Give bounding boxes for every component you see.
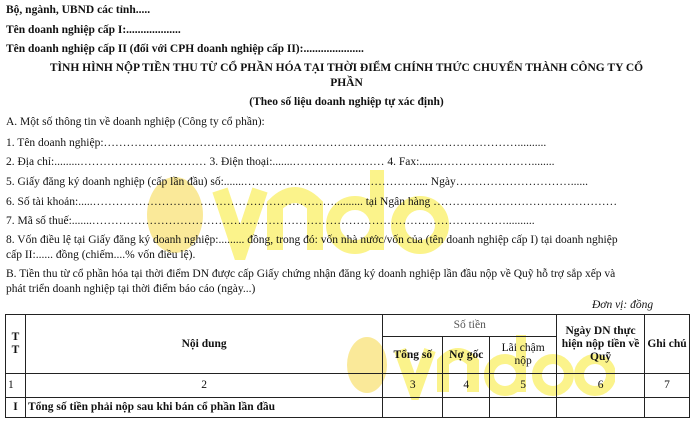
enterprise-level2-line: Tên doanh nghiệp cấp II (đối với CPH doanh nghiệp cấp II):..................... <box>6 43 364 55</box>
page-title: TÌNH HÌNH NỘP TIỀN THU TỪ CỔ PHẦN HÓA TẠI THỜI ĐIỂM CHÍNH THỨC CHUYỂN THÀNH CÔNG TY CỔ <box>49 62 644 74</box>
field-tax-code: 7. Mã số thuế:.......……………………………………………………………………………………………….......... <box>6 215 535 227</box>
header-tt: T T <box>6 315 26 374</box>
header-amount: Số tiền <box>383 315 557 337</box>
header-content: Nội dung <box>25 315 382 374</box>
field-address-phone-fax: 2. Địa chỉ:.........…………………………… 3. Điện thoại:.......…………………… 4. Fax:.......……………………........ <box>6 156 555 168</box>
col-number: 6 <box>557 374 645 398</box>
field-enterprise-name: 1. Tên doanh nghiệp:……………………………………………………………………………………………….......... <box>6 137 547 149</box>
section-b-heading: B. Tiền thu từ cổ phần hóa tại thời điểm DN được cấp Giấy chứng nhận đăng ký doanh nghiệp lần đầu nộp về Quỹ hỗ trợ sắp xếp và <box>6 268 616 280</box>
section-a-heading: A. Một số thông tin về doanh nghiệp (Công ty cổ phần): <box>6 116 265 128</box>
page-title-cont: PHẦN <box>330 77 363 89</box>
col-number: 7 <box>645 374 690 398</box>
field-registration: 5. Giấy đăng ký doanh nghiệp (cấp lần đầu) số:.......……………………………………….... Ngày…………………………...... <box>6 176 588 188</box>
ministry-line: Bộ, ngành, UBND các tỉnh..... <box>6 4 151 16</box>
row-note <box>645 398 690 418</box>
page-subtitle: (Theo số liệu doanh nghiệp tự xác định) <box>249 96 444 108</box>
row-date-paid <box>557 398 645 418</box>
header-principal: Nợ gốc <box>443 337 490 374</box>
payment-table <box>5 314 690 418</box>
row-principal <box>443 398 490 418</box>
field-bank-account: 6. Số tài khoản:.....……………………………………………………….......... tại Ngân hàng ………………………………………… <box>6 196 618 208</box>
row-total <box>383 398 443 418</box>
header-late-interest: Lãi chậm nộp <box>490 337 557 374</box>
field-charter-capital: 8. Vốn điều lệ tại Giấy đăng ký doanh nghiệp:......... đồng, trong đó: vốn nhà nước/vốn của (tên doanh nghiệp cấp I) tại doanh nghiệp <box>6 234 618 246</box>
unit-label: Đơn vị: đồng <box>592 299 654 311</box>
section-b-heading-cont: phát triển doanh nghiệp tại thời điểm báo cáo (ngày...) <box>6 283 256 295</box>
field-charter-capital-cont: cấp II:...... đồng (chiếm....% vốn điều lệ). <box>6 249 196 261</box>
header-note: Ghi chú <box>645 315 690 374</box>
col-number: 1 <box>6 374 26 398</box>
header-date-paid: Ngày DN thực hiện nộp tiền về Quỹ <box>557 315 645 374</box>
row-tt: I <box>6 398 26 418</box>
enterprise-level1-line: Tên doanh nghiệp cấp I:................... <box>6 24 181 36</box>
col-number: 5 <box>490 374 557 398</box>
col-number: 2 <box>25 374 382 398</box>
col-number: 3 <box>383 374 443 398</box>
row-content: Tổng số tiền phải nộp sau khi bán cổ phần lần đầu <box>25 398 382 418</box>
col-number: 4 <box>443 374 490 398</box>
row-late-interest <box>490 398 557 418</box>
header-total: Tổng số <box>383 337 443 374</box>
table-row <box>6 398 690 418</box>
